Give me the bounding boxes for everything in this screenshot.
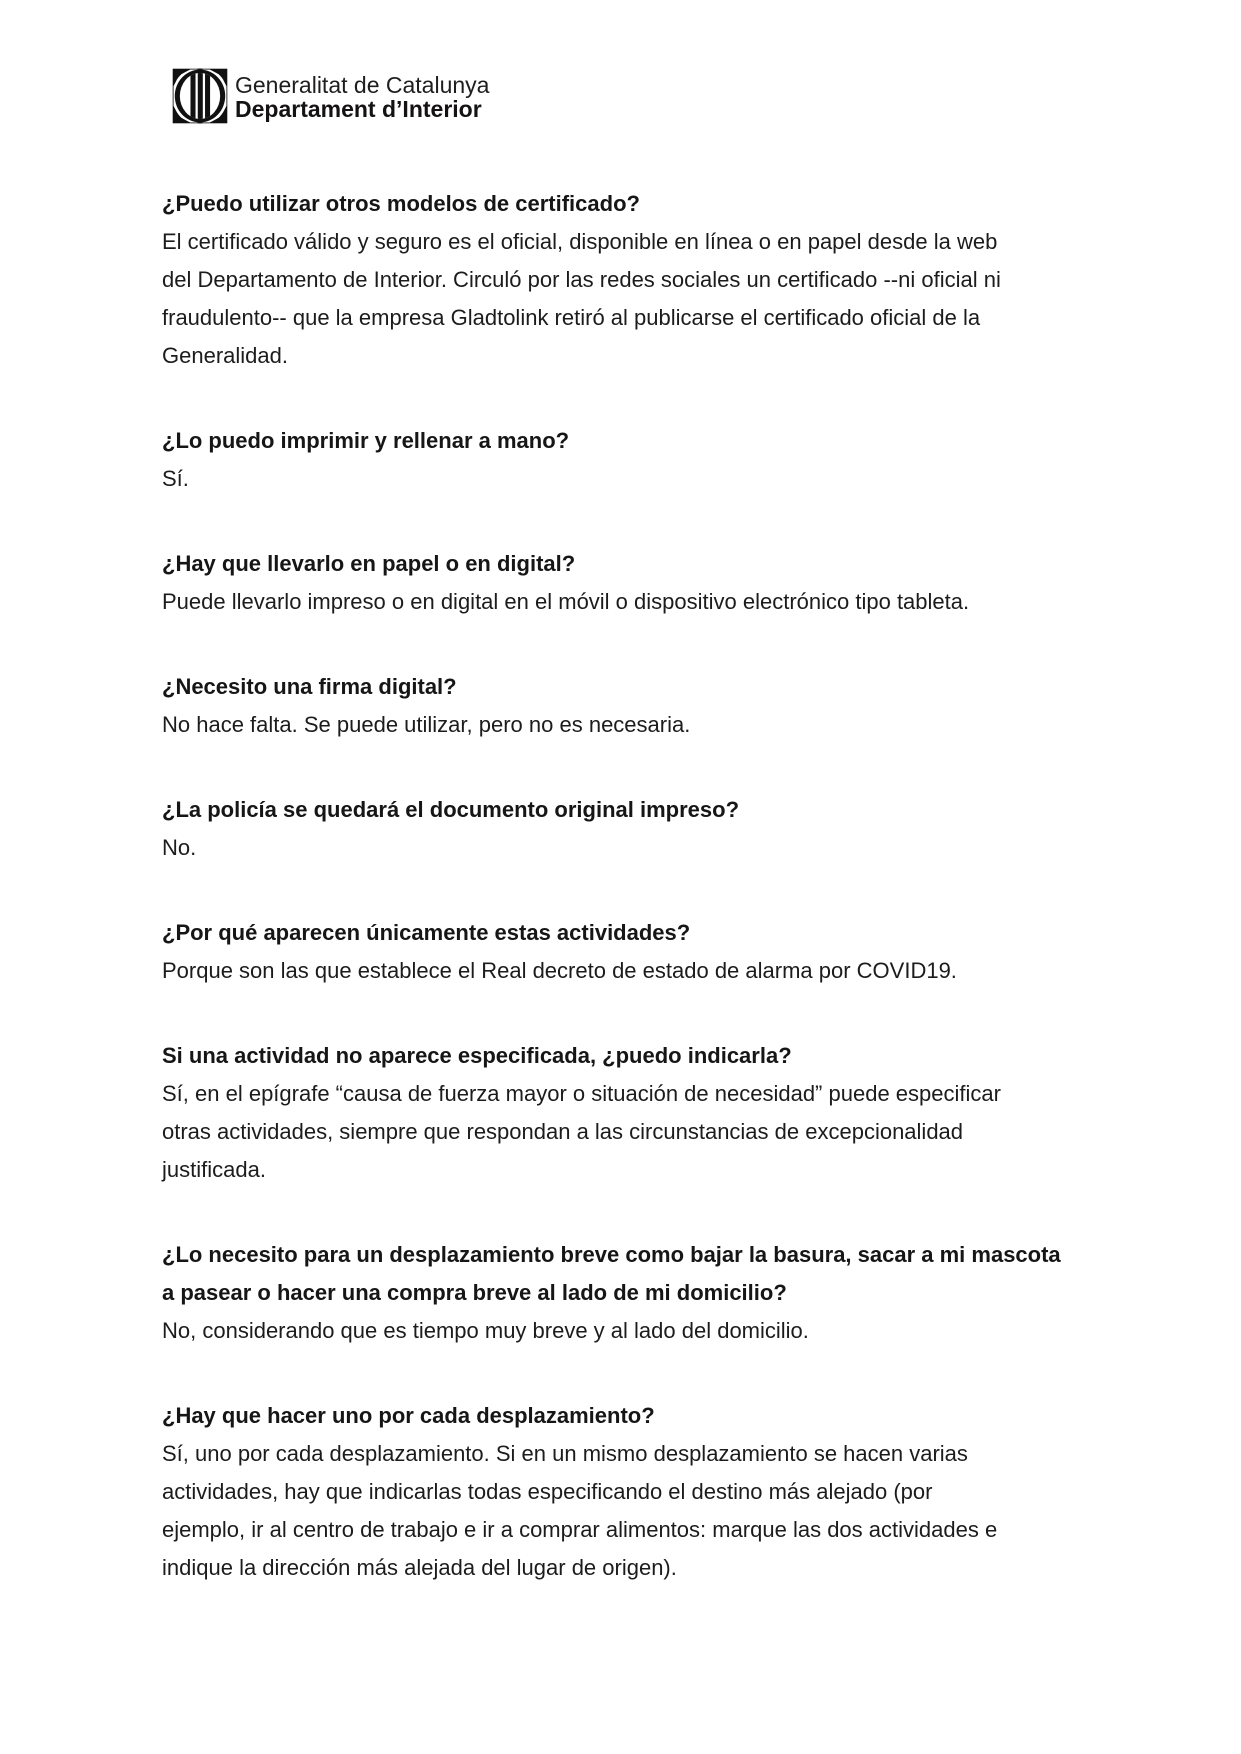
text-line: ¿La policía se quedará el documento original impreso?	[162, 797, 740, 822]
faq-question	[162, 668, 1092, 706]
faq-answer	[162, 1312, 1092, 1350]
faq-answer	[162, 1435, 1092, 1587]
generalitat-senyera-seal-icon	[172, 68, 228, 124]
text-line: otras actividades, siempre que respondan a las circunstancias de excepcionalidad	[162, 1119, 964, 1144]
faq-item	[162, 545, 1092, 621]
faq-item	[162, 422, 1092, 498]
text-line: No.	[162, 835, 197, 860]
text-line: ¿Hay que hacer uno por cada desplazamiento?	[162, 1403, 655, 1428]
org-department: Departament d’Interior	[235, 96, 482, 122]
text-line: ¿Necesito una firma digital?	[162, 674, 457, 699]
faq-list	[162, 185, 1092, 1634]
text-line: ejemplo, ir al centro de trabajo e ir a comprar alimentos: marque las dos actividades e	[162, 1517, 998, 1542]
text-line: Sí.	[162, 466, 189, 491]
text-line: justificada.	[162, 1157, 266, 1182]
text-line: Si una actividad no aparece especificada, ¿puedo indicarla?	[162, 1043, 792, 1068]
faq-item	[162, 185, 1092, 375]
faq-question	[162, 791, 1092, 829]
text-line: actividades, hay que indicarlas todas especificando el destino más alejado (por	[162, 1479, 933, 1504]
faq-question	[162, 1397, 1092, 1435]
text-line: No, considerando que es tiempo muy breve y al lado del domicilio.	[162, 1318, 809, 1343]
text-line: Sí, en el epígrafe “causa de fuerza mayor o situación de necesidad” puede especificar	[162, 1081, 1001, 1106]
faq-answer	[162, 223, 1092, 375]
text-line: ¿Por qué aparecen únicamente estas actividades?	[162, 920, 691, 945]
text-line: ¿Lo puedo imprimir y rellenar a mano?	[162, 428, 570, 453]
text-line: Sí, uno por cada desplazamiento. Si en un mismo desplazamiento se hacen varias	[162, 1441, 968, 1466]
text-line: indique la dirección más alejada del lugar de origen).	[162, 1555, 677, 1580]
faq-question	[162, 185, 1092, 223]
faq-item	[162, 1037, 1092, 1189]
faq-answer	[162, 583, 1092, 621]
text-line: No hace falta. Se puede utilizar, pero no es necesaria.	[162, 712, 691, 737]
faq-item	[162, 914, 1092, 990]
faq-question	[162, 914, 1092, 952]
text-line: ¿Puedo utilizar otros modelos de certificado?	[162, 191, 640, 216]
text-line: Porque son las que establece el Real decreto de estado de alarma por COVID19.	[162, 958, 957, 983]
faq-item	[162, 1236, 1092, 1350]
text-line: del Departamento de Interior. Circuló por las redes sociales un certificado --ni oficial ni	[162, 267, 1001, 292]
faq-item	[162, 668, 1092, 744]
text-line: a pasear o hacer una compra breve al lado de mi domicilio?	[162, 1280, 787, 1305]
text-line: fraudulento-- que la empresa Gladtolink retiró al publicarse el certificado oficial de la	[162, 305, 981, 330]
org-name: Generalitat de Catalunya	[235, 72, 490, 98]
faq-item	[162, 791, 1092, 867]
faq-item	[162, 1397, 1092, 1587]
text-line: ¿Lo necesito para un desplazamiento breve como bajar la basura, sacar a mi mascota	[162, 1242, 1061, 1267]
faq-answer	[162, 952, 1092, 990]
text-line: El certificado válido y seguro es el oficial, disponible en línea o en papel desde la web	[162, 229, 998, 254]
faq-question	[162, 1037, 1092, 1075]
faq-answer	[162, 829, 1092, 867]
faq-answer	[162, 706, 1092, 744]
faq-question	[162, 1236, 1092, 1312]
faq-question	[162, 545, 1092, 583]
faq-answer	[162, 1075, 1092, 1189]
text-line: ¿Hay que llevarlo en papel o en digital?	[162, 551, 576, 576]
document-header	[172, 68, 489, 124]
org-title-block	[235, 68, 489, 121]
text-line: Puede llevarlo impreso o en digital en el móvil o dispositivo electrónico tipo tableta.	[162, 589, 970, 614]
text-line: Generalidad.	[162, 343, 288, 368]
faq-answer	[162, 460, 1092, 498]
faq-question	[162, 422, 1092, 460]
